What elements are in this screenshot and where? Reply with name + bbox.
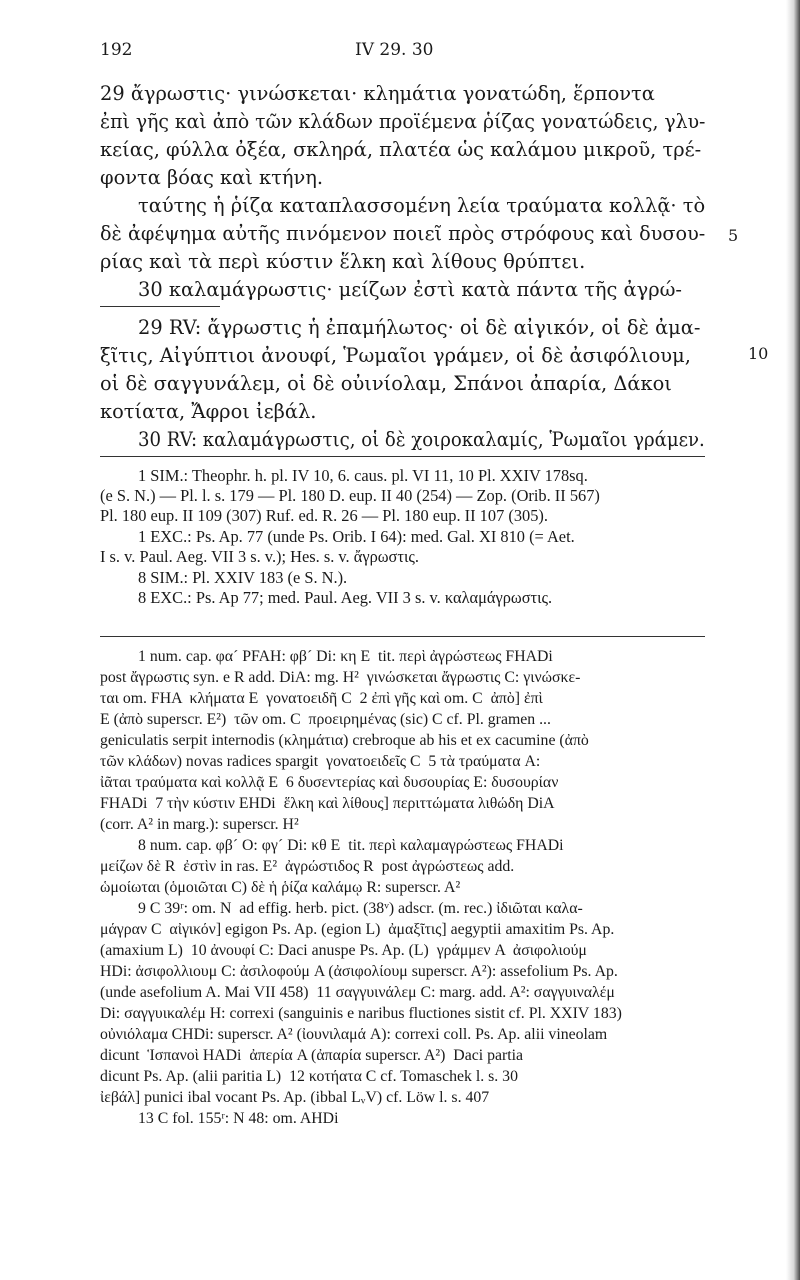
similia-line: 1 EXC.: Ps. Ap. 77 (unde Ps. Orib. I 64): med. Gal. XI 810 (= Aet. <box>138 527 575 546</box>
apparatus-line: οὐνιόλαμα CHDi: superscr. A² (ἰουνιλαμά A): correxi coll. Ps. Ap. alii vineolam <box>100 1026 608 1043</box>
apparatus-line: ται om. FHA κλήματα E γονατοειδῆ C 2 ἐπὶ γῆς καὶ om. C ἀπὸ] ἐπὶ <box>100 690 543 707</box>
rv-line: κοτίατα, Ἄφροι ἰεβάλ. <box>100 400 317 423</box>
similia-line: 8 EXC.: Ps. Ap 77; med. Paul. Aeg. VII 3 s. v. καλαμάγρωστις. <box>138 588 553 607</box>
apparatus-line: μείζων δὲ R ἐστὶν in ras. E² ἀγρώστιδος R post ἀγρώστεως add. <box>100 858 515 875</box>
main-line: κείας, φύλλα ὀξέα, σκληρά, πλατέα ὡς καλάμου μικροῦ, τρέ- <box>100 138 702 161</box>
running-title: IV 29. 30 <box>355 40 434 60</box>
apparatus-line: μάγραν C αἰγικόν] egigon Ps. Ap. (egion L) ἀμαξῖτις] aegyptii amaxitim Ps. Ap. <box>100 921 615 938</box>
apparatus-line: 8 num. cap. φβ´ O: φγ´ Di: κθ E tit. περὶ καλαμαγρώστεως FHADi <box>138 837 564 854</box>
rv-line: ξῖτις, Αἰγύπτιοι ἀνουφί, Ῥωμαῖοι γράμεν, οἱ δὲ ἀσιφόλιουμ, <box>100 344 691 367</box>
apparatus-line: dicunt Ps. Ap. (alii paritia L) 12 κοτήατα C cf. Tomaschek l. s. 30 <box>100 1068 518 1085</box>
apparatus-line: post ἄγρωστις syn. e R add. DiA: mg. H² γινώσκεται ἄγρωστις C: γινώσκε- <box>100 669 581 686</box>
divider-rule <box>100 456 705 457</box>
main-line: δὲ ἀφέψημα αὐτῆς πινόμενον ποιεῖ πρὸς στρόφους καὶ δυσου- <box>100 222 706 245</box>
main-line: ρίας καὶ τὰ περὶ κύστιν ἕλκη καὶ λίθους θρύπτει. <box>100 250 586 273</box>
main-line: φοντα βόας καὶ κτήνη. <box>100 166 324 189</box>
similia-line: 1 SIM.: Theophr. h. pl. IV 10, 6. caus. pl. VI 11, 10 Pl. XXIV 178sq. <box>138 466 588 485</box>
similia-line: I s. v. Paul. Aeg. VII 3 s. v.); Hes. s. v. ἄγρωστις. <box>100 547 419 566</box>
apparatus-line: HDi: ἀσιφολλιουμ C: ἀσιλοφούμ A (ἀσιφολίουμ superscr. A²): assefolium Ps. Ap. <box>100 963 618 980</box>
page-number: 192 <box>100 40 133 60</box>
apparatus-line: τῶν κλάδων) novas radices spargit γονατοειδεῖς C 5 τὰ τραύματα A: <box>100 753 541 770</box>
apparatus-line: 9 C 39ʳ: om. N ad effig. herb. pict. (38ᵛ) adscr. (m. rec.) ἰδιῶται καλα- <box>138 900 583 917</box>
divider-rule <box>100 636 705 637</box>
apparatus-line: geniculatis serpit internodis (κλημάτια) crebroque ab his et ex cacumine (ἀπὸ <box>100 732 589 749</box>
apparatus-line: ὡμοίωται (ὁμοιῶται C) δὲ ἡ ῥίζα καλάμῳ R: superscr. A² <box>100 879 461 896</box>
margin-line-number: 10 <box>748 344 769 363</box>
apparatus-line: E (ἀπὸ superscr. E²) τῶν om. C προειρημένας (sic) C cf. Pl. gramen ... <box>100 711 551 728</box>
rv-line: οἱ δὲ σαγγυνάλεμ, οἱ δὲ οὐινίολαμ, Σπάνοι ἀπαρία, Δάκοι <box>100 372 672 395</box>
short-rule <box>100 306 220 307</box>
apparatus-line: (amaxium L) 10 ἀνουφί C: Daci anuspe Ps. Ap. (L) γράμμεν A ἀσιφολιούμ <box>100 942 587 959</box>
rv-line: 29 RV: ἄγρωστις ἡ ἐπαμήλωτος· οἱ δὲ αἰγικόν, οἱ δὲ ἀμα- <box>138 316 701 339</box>
apparatus-line: ἰᾶται τραύματα καὶ κολλᾷ E 6 δυσεντερίας καὶ δυσουρίας E: δυσουρίαν <box>100 774 559 791</box>
apparatus-line: (corr. A² in marg.): superscr. H² <box>100 816 299 833</box>
page-header <box>100 40 705 60</box>
apparatus-line: Di: σαγγυικαλέμ H: correxi (sanguinis e naribus fluctiones sistit cf. Pl. XXIV 183) <box>100 1005 622 1022</box>
apparatus-line: ἰεβάλ] punici ibal vocant Ps. Ap. (ibbal LᵥV) cf. Löw l. s. 407 <box>100 1089 490 1106</box>
main-line: ἐπὶ γῆς καὶ ἀπὸ τῶν κλάδων προϊέμενα ῥίζας γονατώδεις, γλυ- <box>100 110 706 133</box>
main-line: ταύτης ἡ ῥίζα καταπλασσομένη λεία τραύματα κολλᾷ· τὸ <box>138 194 706 217</box>
similia-line: Pl. 180 eup. II 109 (307) Ruf. ed. R. 26 — Pl. 180 eup. II 107 (305). <box>100 506 548 525</box>
main-line: 30 καλαμάγρωστις· μείζων ἐστὶ κατὰ πάντα τῆς ἀγρώ- <box>138 278 682 301</box>
apparatus-line: FHADi 7 τὴν κύστιν EHDi ἕλκη καὶ λίθους] περιττώματα λιθώδη DiA <box>100 795 555 812</box>
margin-line-number: 5 <box>728 226 739 245</box>
apparatus-line: 1 num. cap. φα´ PFAH: φβ´ Di: κη E tit. περὶ ἀγρώστεως FHADi <box>138 648 553 665</box>
main-line: 29 ἄγρωστις· γινώσκεται· κλημάτια γονατώδη, ἕρποντα <box>100 82 655 105</box>
similia-line: (e S. N.) — Pl. l. s. 179 — Pl. 180 D. eup. II 40 (254) — Zop. (Orib. II 567) <box>100 486 600 505</box>
apparatus-line: (unde asefolium A. Mai VII 458) 11 σαγγυινάλεμ C: marg. add. A²: σαγγυιναλέμ <box>100 984 615 1001</box>
similia-line: 8 SIM.: Pl. XXIV 183 (e S. N.). <box>138 568 348 587</box>
rv-line: 30 RV: καλαμάγρωστις, οἱ δὲ χοιροκαλαμίς, Ῥωμαῖοι γράμεν. <box>138 428 705 451</box>
apparatus-line: dicunt Ἱσπανοὶ HADi ἀπερία A (ἀπαρία superscr. A²) Daci partia <box>100 1047 524 1064</box>
apparatus-line: 13 C fol. 155ʳ: N 48: om. AHDi <box>138 1110 339 1127</box>
